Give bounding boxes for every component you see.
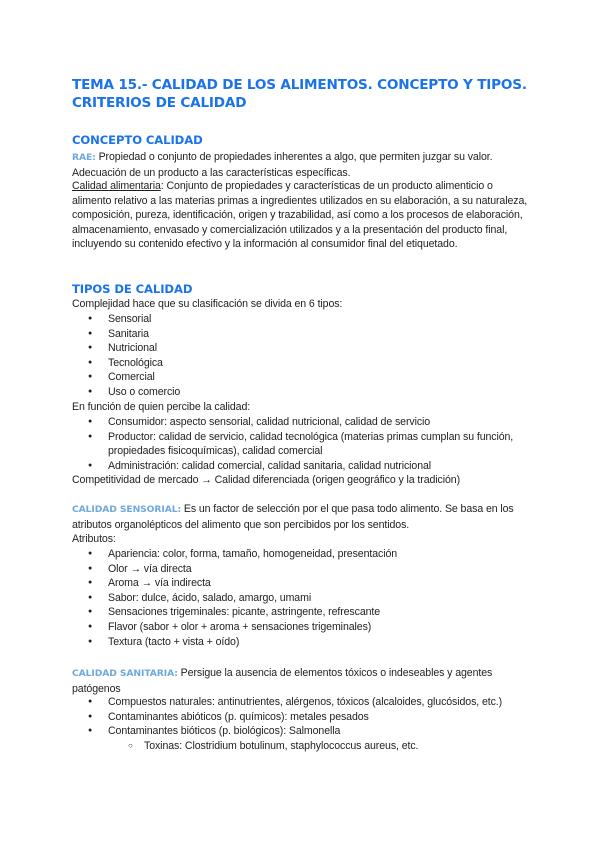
calidad-alimentaria-text: : Conjunto de propiedades y características de un producto alimenticio o alimento relativo a las materias primas a ingredientes utilizados en su elaboración, a su naturaleza, composición, pureza, identificación, origen y trazabilidad, así como a los procesos de elaboración, almacenamiento, envasado y comercialización utilizados y a la presentación del producto final, incluyendo su contenido efectivo y la información al consumidor final del etiquetado.	[72, 180, 528, 251]
list-item: ● Compuestos naturales: antinutrientes, alérgenos, tóxicos (alcaloides, glucósidos, etc.)	[72, 695, 532, 710]
list-item: ● Textura (tacto + vista + oído)	[72, 635, 532, 650]
list-item: ● Contaminantes bióticos (p. biológicos): Salmonella	[72, 724, 532, 739]
sensorial-list	[72, 547, 532, 649]
sanitaria-list	[72, 695, 532, 753]
list-item: ● Administración: calidad comercial, calidad sanitaria, calidad nutricional	[72, 459, 532, 474]
section-concepto	[72, 133, 532, 148]
document-title: TEMA 15.- CALIDAD DE LOS ALIMENTOS. CONCEPTO Y TIPOS. CRITERIOS DE CALIDAD	[72, 77, 527, 111]
heading-calidad-sensorial: CALIDAD SENSORIAL:	[72, 504, 182, 515]
list-item: ● Productor: calidad de servicio, calidad tecnológica (materias primas cumplan su función, propiedades fisicoquímicas), calidad comercial	[72, 430, 532, 459]
list-item: ● Flavor (sabor + olor + aroma + sensaciones trigeminales)	[72, 620, 532, 635]
competitividad-line: Competitividad de mercado → Calidad diferenciada (origen geográfico y la tradición)	[72, 474, 460, 486]
list-item: ● Nutricional	[72, 341, 532, 356]
heading-calidad-sanitaria: CALIDAD SANITARIA:	[72, 668, 178, 679]
calidad-alimentaria-definition	[72, 179, 530, 252]
list-item: ● Consumidor: aspecto sensorial, calidad nutricional, calidad de servicio	[72, 415, 532, 430]
rae-text: Propiedad o conjunto de propiedades inherentes a algo, que permiten juzgar su valor. Adecuación de un producto a las características específicas.	[72, 151, 493, 179]
sensorial-paragraph	[72, 502, 530, 532]
sensorial-text: Es un factor de selección por el que pasa todo alimento. Se basa en los atributos organolépticos del alimento que son percibidos por los sentidos.	[72, 503, 514, 531]
list-item: ● Contaminantes abióticos (p. químicos): metales pesados	[72, 710, 532, 725]
list-item: ● Tecnológica	[72, 356, 532, 371]
list-item: ● Olor → vía directa	[72, 562, 532, 577]
rae-label: RAE:	[72, 152, 96, 163]
sanitaria-paragraph	[72, 666, 530, 696]
atributos-label: Atributos:	[72, 533, 116, 545]
list-item: ● Sanitaria	[72, 327, 532, 342]
list-item: ● Aroma → vía indirecta	[72, 576, 532, 591]
sub-list-item: ○ Toxinas: Clostridium botulinum, staphylococcus aureus, etc.	[72, 739, 532, 754]
tipos-list	[72, 312, 532, 400]
list-item: ● Sensaciones trigeminales: picante, astringente, refrescante	[72, 605, 532, 620]
list-item: ● Apariencia: color, forma, tamaño, homogeneidad, presentación	[72, 547, 532, 562]
calidad-alimentaria-label: Calidad alimentaria	[72, 180, 161, 192]
list-item: ● Uso o comercio	[72, 385, 532, 400]
tipos-intro: Complejidad hace que su clasificación se divida en 6 tipos:	[72, 298, 343, 310]
list-item: ● Comercial	[72, 370, 532, 385]
list-item: ● Sabor: dulce, ácido, salado, amargo, umami	[72, 591, 532, 606]
perceiver-intro: En función de quien percibe la calidad:	[72, 401, 251, 413]
section-tipos	[72, 282, 532, 297]
heading-tipos-de-calidad: TIPOS DE CALIDAD	[72, 282, 193, 296]
heading-concepto-calidad: CONCEPTO CALIDAD	[72, 133, 203, 147]
sanitaria-text: Persigue la ausencia de elementos tóxicos o indeseables y agentes patógenos	[72, 667, 493, 695]
list-item: ● Sensorial	[72, 312, 532, 327]
rae-definition	[72, 150, 530, 180]
perceiver-list	[72, 415, 532, 473]
